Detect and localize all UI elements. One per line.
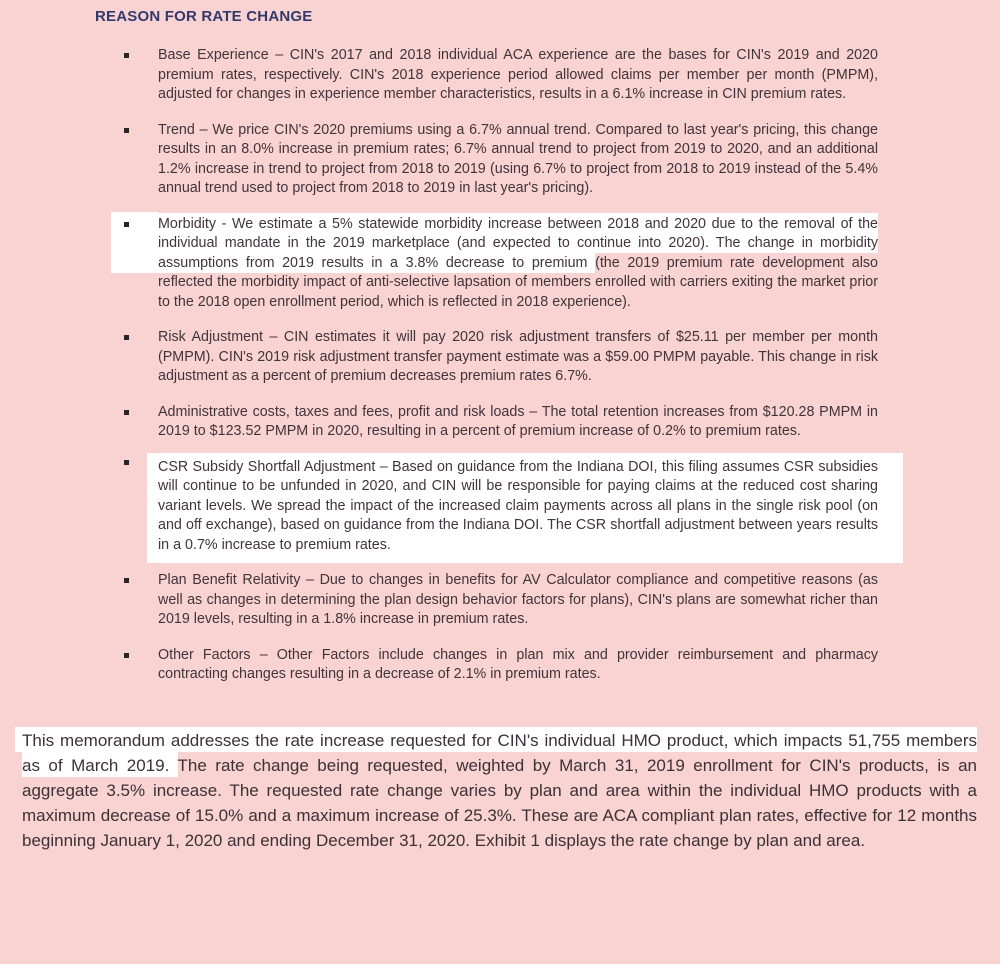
section-heading: REASON FOR RATE CHANGE [95,8,313,25]
bullet-paragraph [158,121,878,199]
bullet-square-icon [124,128,129,133]
paragraph-text: Plan Benefit Relativity – Due to changes in benefits for AV Calculator compliance and competitive reasons (as well as changes in determining the plan design behavior factors for plans), CIN's plans are somewhat richer than 2019 levels, resulting in a 1.8% increase in premium rates. [158,572,878,627]
bullet-paragraph [158,571,878,630]
bullet-item-trend [158,121,878,199]
highlight-strip [111,212,158,273]
bullet-paragraph [158,46,878,105]
bullet-paragraph [158,646,878,685]
paragraph-text: Administrative costs, taxes and fees, profit and risk loads – The total retention increases from $120.28 PMPM in 2019 to $123.52 PMPM in 2020, resulting in a percent of premium increase of 0.2% to premium rates. [158,403,878,439]
bullet-item-plan-benefit-relativity [158,571,878,630]
bullet-item-other-factors [158,646,878,685]
bullet-square-icon [124,578,129,583]
bullet-square-icon [124,222,129,227]
highlighted-text: This memorandum addresses the rate increase requested for CIN's individual HMO product, which impacts 51,755 members as of March 2019. [15,727,977,777]
highlighted-text: Morbidity - We estimate a 5% statewide morbidity increase between 2018 and 2020 due to the removal of the individual mandate in the 2019 marketplace (and expected to continue into 2020). The change in morbidity assumptions from 2019 results in a 3.8% decrease to premium [158,213,878,273]
rate-change-bullet-list [158,46,878,685]
bullet-paragraph [158,215,878,313]
bullet-item-administrative-costs [158,403,878,442]
bullet-paragraph [158,328,878,387]
bullet-square-icon [124,53,129,58]
bullet-square-icon [124,410,129,415]
bullet-item-csr-subsidy-shortfall [158,453,878,564]
bullet-item-morbidity [158,215,878,313]
bullet-item-risk-adjustment [158,328,878,387]
paragraph-text: Risk Adjustment – CIN estimates it will pay 2020 risk adjustment transfers of $25.11 per member per month (PMPM). CIN's 2019 risk adjustment transfer payment estimate was a $59.00 PMPM payable. This change in risk adjustment as a percent of premium decreases premium rates 6.7%. [158,329,878,384]
paragraph-text: Trend – We price CIN's 2020 premiums using a 6.7% annual trend. Compared to last year's pricing, this change results in an 8.0% increase in premium rates; 6.7% annual trend to project from 2019 to 2020, and an additional 1.2% increase in trend to project from 2018 to 2019 (using 6.7% to project from 2018 to 2019 instead of the 5.4% annual trend used to project from 2018 to 2019 in last year's pricing). [158,121,878,196]
bullet-square-icon [124,460,129,465]
highlighted-paragraph [147,453,903,564]
bullet-square-icon [124,335,129,340]
paragraph-text: CSR Subsidy Shortfall Adjustment – Based on guidance from the Indiana DOI, this filing assumes CSR subsidies will continue to be unfunded in 2020, and CIN will be responsible for paying claims at the reduced cost sharing variant levels. We spread the impact of the increased claim payments across all plans in the single risk pool (on and off exchange), based on guidance from the Indiana DOI. The CSR shortfall adjustment between years results in a 0.7% increase to premium rates. [158,458,878,553]
bullet-paragraph [158,403,878,442]
bullet-square-icon [124,653,129,658]
paragraph-text: Base Experience – CIN's 2017 and 2018 individual ACA experience are the bases for CIN's 2019 and 2020 premium rates, respectively. CIN's 2018 experience period allowed claims per member per month (PMPM), adjusted for changes in experience member characteristics, results in a 6.1% increase in CIN premium rates. [158,47,878,102]
paragraph-text: The rate change being requested, weighted by March 31, 2019 enrollment for CIN's products, is an aggregate 3.5% increase. The requested rate change varies by plan and area within the individual HMO products with a maximum decrease of 15.0% and a maximum increase of 25.3%. These are ACA compliant plan rates, effective for 12 months beginning January 1, 2020 and ending December 31, 2020. Exhibit 1 displays the rate change by plan and area. [22,755,977,850]
summary-paragraph [22,728,977,853]
paragraph-text: (the 2019 premium rate development also reflected the morbidity impact of anti-selective lapsation of members enrolled with carriers exiting the market prior to the 2018 open enrollment period, which is reflected in 2018 experience). [158,254,878,310]
bullet-item-base-experience [158,46,878,105]
paragraph-text: Other Factors – Other Factors include changes in plan mix and provider reimbursement and pharmacy contracting changes resulting in a decrease of 2.1% in premium rates. [158,646,878,682]
